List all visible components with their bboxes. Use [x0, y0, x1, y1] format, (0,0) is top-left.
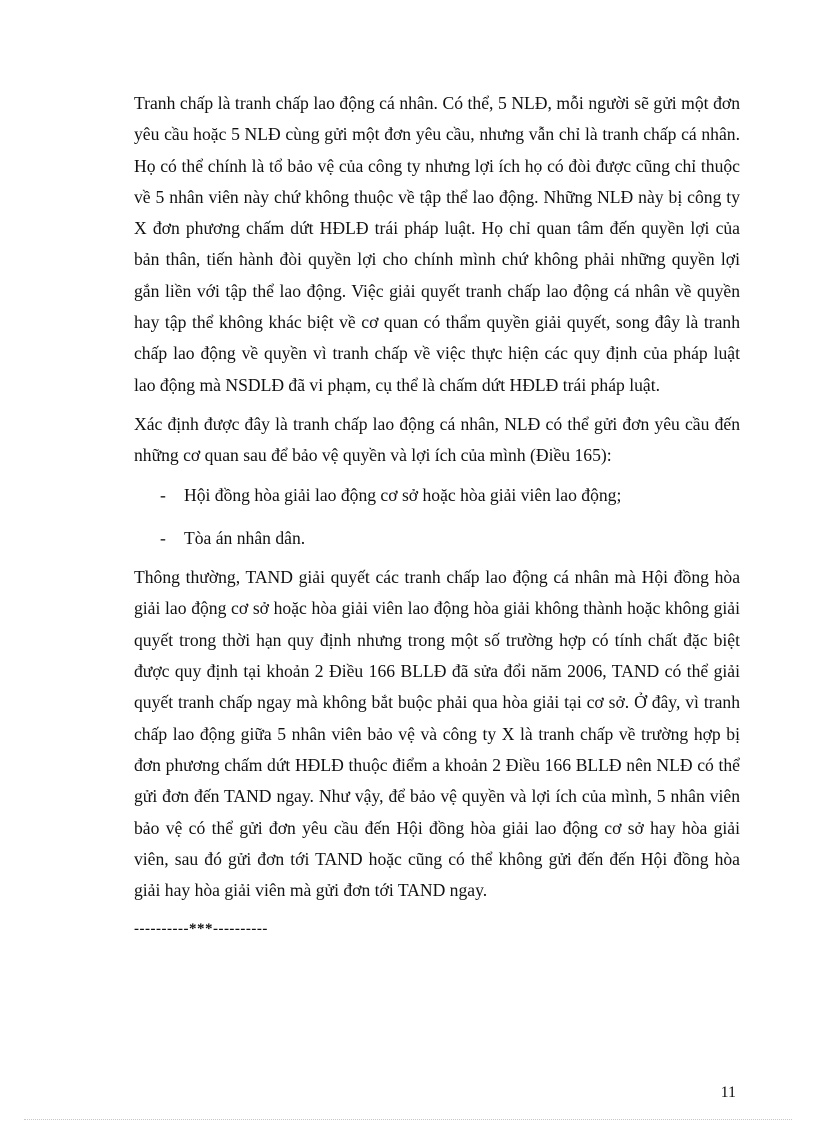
paragraph-court-resolution: Thông thường, TAND giải quyết các tranh chấp lao động cá nhân mà Hội đồng hòa giải lao động cơ sở hoặc hòa giải viên lao động hòa giải không thành hoặc không giải quyết trong thời hạn quy định nhưng trong một số trường hợp có tính chất đặc biệt được quy định tại khoản 2 Điều 166 BLLĐ đã sửa đổi năm 2006, TAND có thể giải quyết tranh chấp ngay mà không bắt buộc phải qua hòa giải tại cơ sở. Ở đây, vì tranh chấp lao động giữa 5 nhân viên bảo vệ và công ty X là tranh chấp về trường hợp bị đơn phương chấm dứt HĐLĐ thuộc điểm a khoản 2 Điều 166 BLLĐ nên NLĐ có thể gửi đơn đến TAND ngay. Như vậy, để bảo vệ quyền và lợi ích của mình, 5 nhân viên bảo vệ có thể gửi đơn yêu cầu đến Hội đồng hòa giải lao động cơ sở hay hòa giải viên, sau đó gửi đơn tới TAND hoặc cũng có thể không gửi đến đến Hội đồng hòa giải hay hòa giải viên mà gửi đơn tới TAND ngay. — [134, 567, 740, 901]
list-item — [134, 523, 740, 554]
page-bottom-border — [24, 1119, 792, 1120]
section-separator: ----------***---------- — [134, 921, 268, 938]
list-bullet: - — [160, 484, 166, 505]
list-item-text: Hội đồng hòa giải lao động cơ sở hoặc hòa giải viên lao động; — [184, 484, 622, 505]
page-body — [134, 88, 740, 946]
page-number: 11 — [720, 1084, 736, 1101]
authority-list — [134, 480, 740, 555]
list-item-text: Tòa án nhân dân. — [184, 527, 306, 548]
list-item — [134, 480, 740, 511]
list-bullet: - — [160, 527, 166, 548]
paragraph-competent-authorities: Xác định được đây là tranh chấp lao động cá nhân, NLĐ có thể gửi đơn yêu cầu đến những cơ quan sau để bảo vệ quyền và lợi ích của mình (Điều 165): — [134, 413, 740, 466]
paragraph-dispute-classification: Tranh chấp là tranh chấp lao động cá nhân. Có thể, 5 NLĐ, mỗi người sẽ gửi một đơn yêu cầu hoặc 5 NLĐ cùng gửi một đơn yêu cầu, nhưng vẫn chỉ là tranh chấp cá nhân. Họ có thể chính là tổ bảo vệ của công ty nhưng lợi ích họ có đòi được cũng chỉ thuộc về 5 nhân viên này chứ không thuộc về tập thể lao động. Những NLĐ này bị công ty X đơn phương chấm dứt HĐLĐ trái pháp luật. Họ chỉ quan tâm đến quyền lợi của bản thân, tiến hành đòi quyền lợi cho chính mình chứ không phải những quyền lợi gắn liền với tập thể lao động. Việc giải quyết tranh chấp lao động cá nhân về quyền hay tập thể không khác biệt về cơ quan có thẩm quyền giải quyết, song đây là tranh chấp lao động về quyền vì tranh chấp về việc thực hiện các quy định của pháp luật lao động mà NSDLĐ đã vi phạm, cụ thể là chấm dứt HĐLĐ trái pháp luật. — [134, 93, 740, 395]
